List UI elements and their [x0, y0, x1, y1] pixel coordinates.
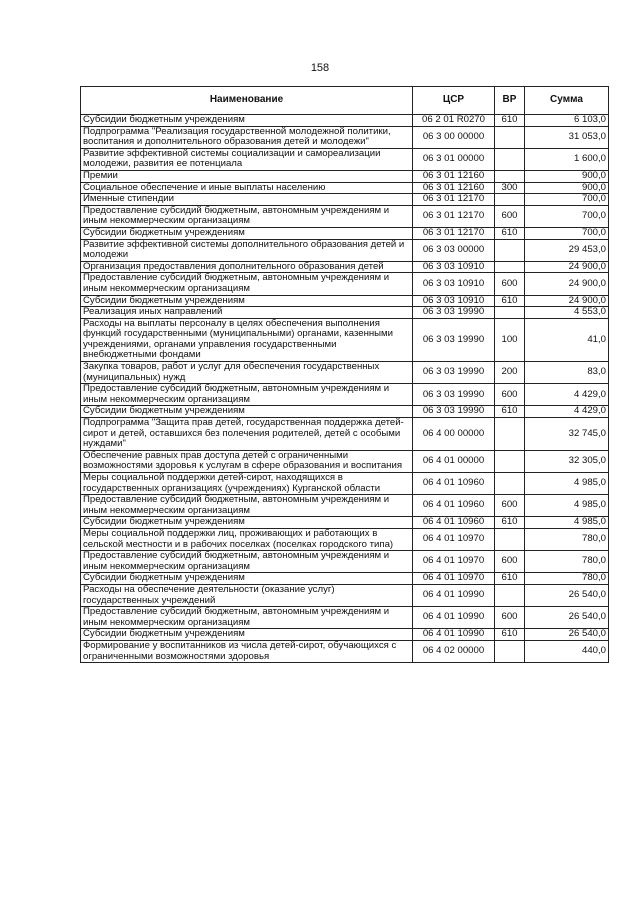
header-name: Наименование — [81, 87, 413, 115]
row-csr-code: 06 3 03 19990 — [413, 384, 495, 406]
row-sum: 24 900,0 — [525, 295, 609, 307]
row-vr-code — [495, 194, 525, 206]
row-vr-code: 300 — [495, 182, 525, 194]
row-sum: 26 540,0 — [525, 584, 609, 606]
row-name: Формирование у воспитанников из числа детей-сирот, обучающихся с ограниченными возможностями здоровья — [81, 640, 413, 662]
row-sum: 83,0 — [525, 362, 609, 384]
row-name: Подпрограмма "Реализация государственной молодежной политики, воспитания и дополнительного образования детей и молодежи" — [81, 126, 413, 148]
row-csr-code: 06 4 00 00000 — [413, 418, 495, 451]
table-row — [81, 148, 609, 170]
row-name: Расходы на обеспечение деятельности (оказание услуг) государственных учреждений — [81, 584, 413, 606]
row-sum: 780,0 — [525, 528, 609, 550]
table-row — [81, 318, 609, 361]
table-row — [81, 629, 609, 641]
row-sum: 4 985,0 — [525, 473, 609, 495]
table-row — [81, 551, 609, 573]
row-vr-code: 600 — [495, 273, 525, 295]
table-body — [81, 115, 609, 663]
row-name: Предоставление субсидий бюджетным, автономным учреждениям и иным некоммерческим организациям — [81, 551, 413, 573]
row-vr-code: 100 — [495, 318, 525, 361]
row-csr-code: 06 4 01 10960 — [413, 473, 495, 495]
table-row — [81, 406, 609, 418]
row-csr-code: 06 3 03 00000 — [413, 239, 495, 261]
row-name: Организация предоставления дополнительного образования детей — [81, 261, 413, 273]
row-vr-code — [495, 261, 525, 273]
row-sum: 700,0 — [525, 205, 609, 227]
row-csr-code: 06 4 01 10960 — [413, 495, 495, 517]
row-sum: 31 053,0 — [525, 126, 609, 148]
row-name: Социальное обеспечение и иные выплаты населению — [81, 182, 413, 194]
row-sum: 4 429,0 — [525, 384, 609, 406]
row-name: Предоставление субсидий бюджетным, автономным учреждениям и иным некоммерческим организациям — [81, 384, 413, 406]
row-sum: 440,0 — [525, 640, 609, 662]
row-sum: 4 553,0 — [525, 307, 609, 319]
row-vr-code: 200 — [495, 362, 525, 384]
row-vr-code — [495, 148, 525, 170]
table-row — [81, 573, 609, 585]
row-vr-code — [495, 473, 525, 495]
row-csr-code: 06 4 01 00000 — [413, 450, 495, 472]
table-row — [81, 227, 609, 239]
table-row — [81, 273, 609, 295]
row-csr-code: 06 3 03 10910 — [413, 261, 495, 273]
header-sum: Сумма — [525, 87, 609, 115]
row-sum: 700,0 — [525, 227, 609, 239]
row-vr-code: 600 — [495, 384, 525, 406]
table-row — [81, 517, 609, 529]
row-vr-code: 600 — [495, 551, 525, 573]
row-csr-code: 06 4 01 10960 — [413, 517, 495, 529]
row-vr-code: 610 — [495, 227, 525, 239]
table-row — [81, 239, 609, 261]
row-sum: 26 540,0 — [525, 607, 609, 629]
table-row — [81, 384, 609, 406]
row-sum: 32 305,0 — [525, 450, 609, 472]
row-sum: 780,0 — [525, 573, 609, 585]
row-vr-code — [495, 640, 525, 662]
table-row — [81, 194, 609, 206]
row-sum: 780,0 — [525, 551, 609, 573]
table-row — [81, 182, 609, 194]
header-csr: ЦСР — [413, 87, 495, 115]
table-row — [81, 418, 609, 451]
row-name: Субсидии бюджетным учреждениям — [81, 573, 413, 585]
row-csr-code: 06 4 01 10970 — [413, 573, 495, 585]
row-vr-code — [495, 528, 525, 550]
row-csr-code: 06 3 01 12170 — [413, 227, 495, 239]
row-vr-code: 610 — [495, 295, 525, 307]
row-name: Субсидии бюджетным учреждениям — [81, 517, 413, 529]
table-row — [81, 362, 609, 384]
row-name: Именные стипендии — [81, 194, 413, 206]
row-name: Обеспечение равных прав доступа детей с ограниченными возможностями здоровья к услугам в сфере образования и воспитания — [81, 450, 413, 472]
row-name: Субсидии бюджетным учреждениям — [81, 629, 413, 641]
row-vr-code — [495, 450, 525, 472]
row-csr-code: 06 3 01 12170 — [413, 194, 495, 206]
row-name: Премии — [81, 170, 413, 182]
row-csr-code: 06 4 01 10990 — [413, 584, 495, 606]
row-vr-code — [495, 307, 525, 319]
row-name: Развитие эффективной системы дополнительного образования детей и молодежи — [81, 239, 413, 261]
row-vr-code — [495, 584, 525, 606]
table-row — [81, 115, 609, 127]
row-name: Развитие эффективной системы социализации и самореализации молодежи, развития ее потенциала — [81, 148, 413, 170]
table-row — [81, 607, 609, 629]
table-row — [81, 261, 609, 273]
row-csr-code: 06 2 01 R0270 — [413, 115, 495, 127]
row-name: Реализация иных направлений — [81, 307, 413, 319]
row-name: Предоставление субсидий бюджетным, автономным учреждениям и иным некоммерческим организациям — [81, 205, 413, 227]
row-vr-code: 610 — [495, 517, 525, 529]
row-name: Меры социальной поддержки детей-сирот, находящихся в государственных организациях (учреждениях) Курганской области — [81, 473, 413, 495]
row-vr-code: 610 — [495, 629, 525, 641]
row-sum: 4 429,0 — [525, 406, 609, 418]
row-csr-code: 06 4 01 10970 — [413, 528, 495, 550]
table-row — [81, 170, 609, 182]
row-csr-code: 06 3 03 10910 — [413, 273, 495, 295]
row-name: Предоставление субсидий бюджетным, автономным учреждениям и иным некоммерческим организациям — [81, 273, 413, 295]
row-sum: 26 540,0 — [525, 629, 609, 641]
row-sum: 900,0 — [525, 182, 609, 194]
row-name: Меры социальной поддержки лиц, проживающих и работающих в сельской местности и в рабочих поселках (поселках городского типа) — [81, 528, 413, 550]
table-row — [81, 307, 609, 319]
row-sum: 29 453,0 — [525, 239, 609, 261]
table-row — [81, 450, 609, 472]
row-csr-code: 06 3 01 12160 — [413, 170, 495, 182]
budget-table — [80, 86, 609, 663]
row-csr-code: 06 4 02 00000 — [413, 640, 495, 662]
row-vr-code: 600 — [495, 205, 525, 227]
row-vr-code: 610 — [495, 573, 525, 585]
row-csr-code: 06 3 01 12170 — [413, 205, 495, 227]
row-vr-code: 610 — [495, 406, 525, 418]
row-vr-code: 600 — [495, 607, 525, 629]
row-csr-code: 06 3 01 12160 — [413, 182, 495, 194]
row-name: Подпрограмма "Защита прав детей, государственная поддержка детей-сирот и детей, оставшихся без полечения родителей, детей с особыми нуждами" — [81, 418, 413, 451]
row-name: Предоставление субсидий бюджетным, автономным учреждениям и иным некоммерческим организациям — [81, 607, 413, 629]
header-vr: ВР — [495, 87, 525, 115]
row-sum: 1 600,0 — [525, 148, 609, 170]
row-csr-code: 06 3 00 00000 — [413, 126, 495, 148]
row-sum: 24 900,0 — [525, 273, 609, 295]
row-name: Субсидии бюджетным учреждениям — [81, 295, 413, 307]
row-vr-code — [495, 239, 525, 261]
table-row — [81, 528, 609, 550]
row-sum: 4 985,0 — [525, 517, 609, 529]
table-row — [81, 126, 609, 148]
row-name: Закупка товаров, работ и услуг для обеспечения государственных (муниципальных) нужд — [81, 362, 413, 384]
row-csr-code: 06 3 03 19990 — [413, 362, 495, 384]
row-sum: 900,0 — [525, 170, 609, 182]
row-vr-code — [495, 418, 525, 451]
row-name: Предоставление субсидий бюджетным, автономным учреждениям и иным некоммерческим организациям — [81, 495, 413, 517]
row-sum: 4 985,0 — [525, 495, 609, 517]
table-row — [81, 495, 609, 517]
row-name: Субсидии бюджетным учреждениям — [81, 406, 413, 418]
row-name: Субсидии бюджетным учреждениям — [81, 115, 413, 127]
row-vr-code: 600 — [495, 495, 525, 517]
row-csr-code: 06 4 01 10970 — [413, 551, 495, 573]
table-row — [81, 640, 609, 662]
table-header-row — [81, 87, 609, 115]
row-vr-code — [495, 170, 525, 182]
row-csr-code: 06 3 03 19990 — [413, 307, 495, 319]
row-sum: 24 900,0 — [525, 261, 609, 273]
row-vr-code — [495, 126, 525, 148]
row-csr-code: 06 4 01 10990 — [413, 607, 495, 629]
row-sum: 6 103,0 — [525, 115, 609, 127]
row-csr-code: 06 3 01 00000 — [413, 148, 495, 170]
row-name: Субсидии бюджетным учреждениям — [81, 227, 413, 239]
row-sum: 32 745,0 — [525, 418, 609, 451]
row-sum: 700,0 — [525, 194, 609, 206]
row-sum: 41,0 — [525, 318, 609, 361]
table-row — [81, 295, 609, 307]
page-number: 158 — [310, 62, 330, 74]
row-csr-code: 06 3 03 19990 — [413, 406, 495, 418]
row-csr-code: 06 3 03 10910 — [413, 295, 495, 307]
row-vr-code: 610 — [495, 115, 525, 127]
row-csr-code: 06 4 01 10990 — [413, 629, 495, 641]
row-name: Расходы на выплаты персоналу в целях обеспечения выполнения функций государственными (муниципальными) органами, казенными учреждениями, органами управления государственными внебюджетными фондами — [81, 318, 413, 361]
table-row — [81, 584, 609, 606]
row-csr-code: 06 3 03 19990 — [413, 318, 495, 361]
table-row — [81, 473, 609, 495]
table-row — [81, 205, 609, 227]
